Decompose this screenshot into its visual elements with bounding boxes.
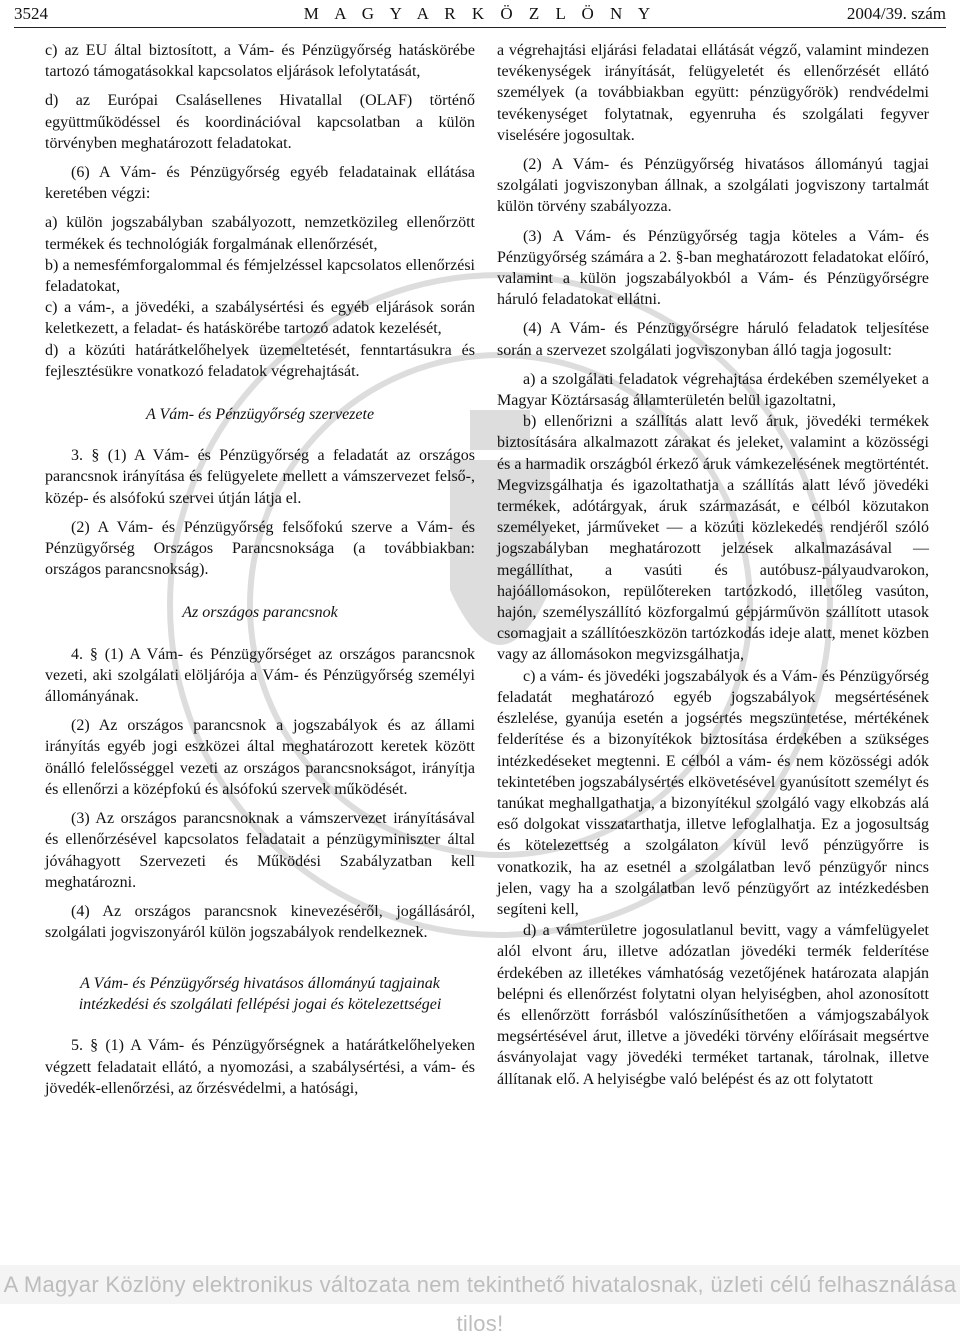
journal-title: M A G Y A R K Ö Z L Ö N Y (303, 4, 657, 23)
paragraph: (2) A Vám- és Pénzügyőrség hivatásos állományú tagjai szolgálati jogviszonyban állnak, a szolgálati jogviszony tartalmát külön törvény szabályozza. (497, 156, 929, 216)
right-column (497, 40, 929, 1090)
paragraph: 5. § (1) A Vám- és Pénzügyőrségnek a határátkelőhelyeken végzett feladatait ellátó, a nyomozási, a szabálysértési, a vám- és jövedék-ellenőrzési, az őrzésvédelmi, a hatósági, (45, 1037, 475, 1097)
paragraph: (2) A Vám- és Pénzügyőrség felsőfokú szerve a Vám- és Pénzügyőrség Országos Parancsnoksága (a továbbiakban: országos parancsnokság). (45, 518, 475, 579)
paragraph: a végrehajtási eljárási feladatai ellátását végző, valamint mindezen tevékenységek irányítását, felügyeletét és ellenőrzését ellátó személyek (a továbbiakban együtt: pénzügyőrök) rendvédelmi tevékenységet folytatnak, egyenruha és szolgálati fegyver viselésére jogosultak. (497, 42, 929, 144)
paragraph: (4) Az országos parancsnok kinevezéséről, jogállásáról, szolgálati jogviszonyáról külön jogszabályok rendelkeznek. (45, 902, 475, 942)
footer-watermark: A Magyar Közlöny elektronikus változata nem tekinthető hivatalosnak, üzleti célú felhasználása tilos! (0, 1265, 960, 1304)
issue-number: 2004/39. szám (846, 4, 946, 23)
paragraph: c) az EU által biztosított, a Vám- és Pénzügyőrség hatáskörébe tartozó támogatásokkal kapcsolatos eljárások lefolytatását, (45, 42, 475, 81)
paragraph: (6) A Vám- és Pénzügyőrség egyéb feladatainak ellátása keretében végzi: (45, 164, 475, 203)
paragraph: 4. § (1) A Vám- és Pénzügyőrséget az országos parancsnok vezeti, aki szolgálati elöljárója a Vám- és Pénzügyőrség személyi állományának. (45, 645, 475, 706)
left-column (45, 40, 475, 1107)
section-heading: A Vám- és Pénzügyőrség szervezete (145, 406, 375, 424)
paragraph: d) a közúti határátkelőhelyek üzemeltetését, fenntartásukra és fejlesztésükre vonatkozó feladatok végrehajtását. (45, 341, 475, 380)
page-number: 3524 (14, 4, 48, 23)
paragraph: d) a vámterületre jogosulatlanul bevitt, vagy a vámfelügyelet alól elvont áru, illetve adózatlan jövedéki termék felderítése érdekében az illetékes vámhatóság vezetőjének határozata alapján belépni és ellenőrzést folytatni olyan helyiségben, ahol azonosított és ellenőrzött forrásból valószínűsíthetően a vámjogszabályok megsértésével árut, illetve a jövedéki törvény előírásait megsértve ásványolajat vagy jövedéki terméket tartanak, tárolnak, illetve állítanak elő. A helyiségbe való belépést és az ott folytatott (497, 922, 929, 1088)
paragraph: b) a nemesfémforgalommal és fémjelzéssel kapcsolatos ellenőrzési feladatokat, (45, 256, 475, 296)
paragraph: b) ellenőrizni a szállítás alatt levő áruk, jövedéki termékek biztosítására alkalmazott zárakat és jeleket, valamint a közösségi és a harmadik országból érkező áruk vámkezelésének megtörténtét. Megvizsgálhatja és igazoltathatja a szállítás alatt lévő jövedéki termékek, adótárgyak, áruk származását, e célból közutakon személyeket, járműveket — a közúti közlekedés rendjéről szóló jogszabályban meghatározott jelzések alkalmazásával — megállíthat, a vasúti és autóbusz-pályaudvarokon, hajóállomásokon, repülőtereken tartózkodó, illetőleg vasúton, hajón, személyszállító közforgalmú gépjárművön szállított utasok csomagjait a szállítóeszközön tartózkodás ideje alatt, menet közben vagy az állomásokon megvizsgálhatja, (497, 413, 929, 664)
paragraph: (2) Az országos parancsnok a jogszabályok és az állami irányítás egyéb jogi eszközei által meghatározott keretek között önálló felelősséggel vezeti az országos parancsnokságot, irányítja és ellenőrzi a középfokú és alsófokú szervek működését. (45, 717, 475, 798)
section-heading: Az országos parancsnok (182, 604, 338, 622)
paragraph: a) külön jogszabályban szabályozott, nemzetközileg ellenőrzött termékek és technológiák forgalmának ellenőrzését, (45, 214, 475, 253)
paragraph: (3) Az országos parancsnoknak a vámszervezet irányításával és ellenőrzésével kapcsolatos feladatait a pénzügyminiszter által jóváhagyott Szervezeti és Működési Szabályzatban kell meghatározni. (45, 810, 475, 891)
paragraph: (4) A Vám- és Pénzügyőrségre háruló feladatok teljesítése során a szervezet szolgálati jogviszonyban álló tagja jogosult: (497, 320, 929, 359)
paragraph: c) a vám-, a jövedéki, a szabálysértési és egyéb eljárások során keletkezett, a feladat- és hatáskörébe tartozó adatok kezelését, (45, 299, 475, 338)
paragraph: (3) A Vám- és Pénzügyőrség tagja köteles a Vám- és Pénzügyőrség számára a 2. §-ban meghatározott feladatokat előíró, valamint a külön jogszabályokból a Vám- és Pénzügyőrségre háruló feladatokat ellátni. (497, 227, 929, 309)
paragraph: c) a vám- és jövedéki jogszabályok és a Vám- és Pénzügyőrség feladatát meghatározó egyéb jogszabályok megsértésének észlelése, gyanúja esetén a jogsértés megszüntetése, mértékének felderítése és a bizonyítékok biztosítása érdekében a szükséges intézkedéseket megtenni. E célból a vám- és nem közösségi adók tekintetében jogszabálysértés elkövetésével gyanúsított személyt és tanúkat meghallgathatja, a bizonyítékul szolgáló vagy elkobzás alá eső dolgokat visszatarthatja, illetve lefoglalhatja. Ez a jogosultság és kötelezettség a szolgálaton kívül levő pénzügyőrre is vonatkozik, ha az esetnél a szolgálatban levő pénzügyőr nincs jelen, vagy ha a szolgálatban levő pénzügyőrt az intézkedésben segíteni kell, (497, 667, 929, 918)
heading-line: A Vám- és Pénzügyőrség hivatásos állományú tagjainak (80, 975, 440, 993)
paragraph: a) a szolgálati feladatok végrehajtása érdekében személyeket a Magyar Köztársaság államterületén belül igazoltatni, (497, 370, 929, 410)
heading-line: intézkedési és szolgálati fellépési jogai és kötelezettségei (78, 996, 442, 1014)
section-heading (45, 973, 475, 1015)
paragraph: d) az Európai Csalásellenes Hivatallal (OLAF) történő együttműködéssel és koordinációval kapcsolatban a külön törvényben meghatározott feladatokat. (45, 92, 475, 152)
page-header (0, 0, 960, 30)
paragraph: 3. § (1) A Vám- és Pénzügyőrség a feladatát az országos parancsnok irányítása és felügyelete mellett a vámszervezet felső-, közép- és alsófokú szervei útján látja el. (45, 447, 475, 507)
header-rule (14, 27, 946, 28)
